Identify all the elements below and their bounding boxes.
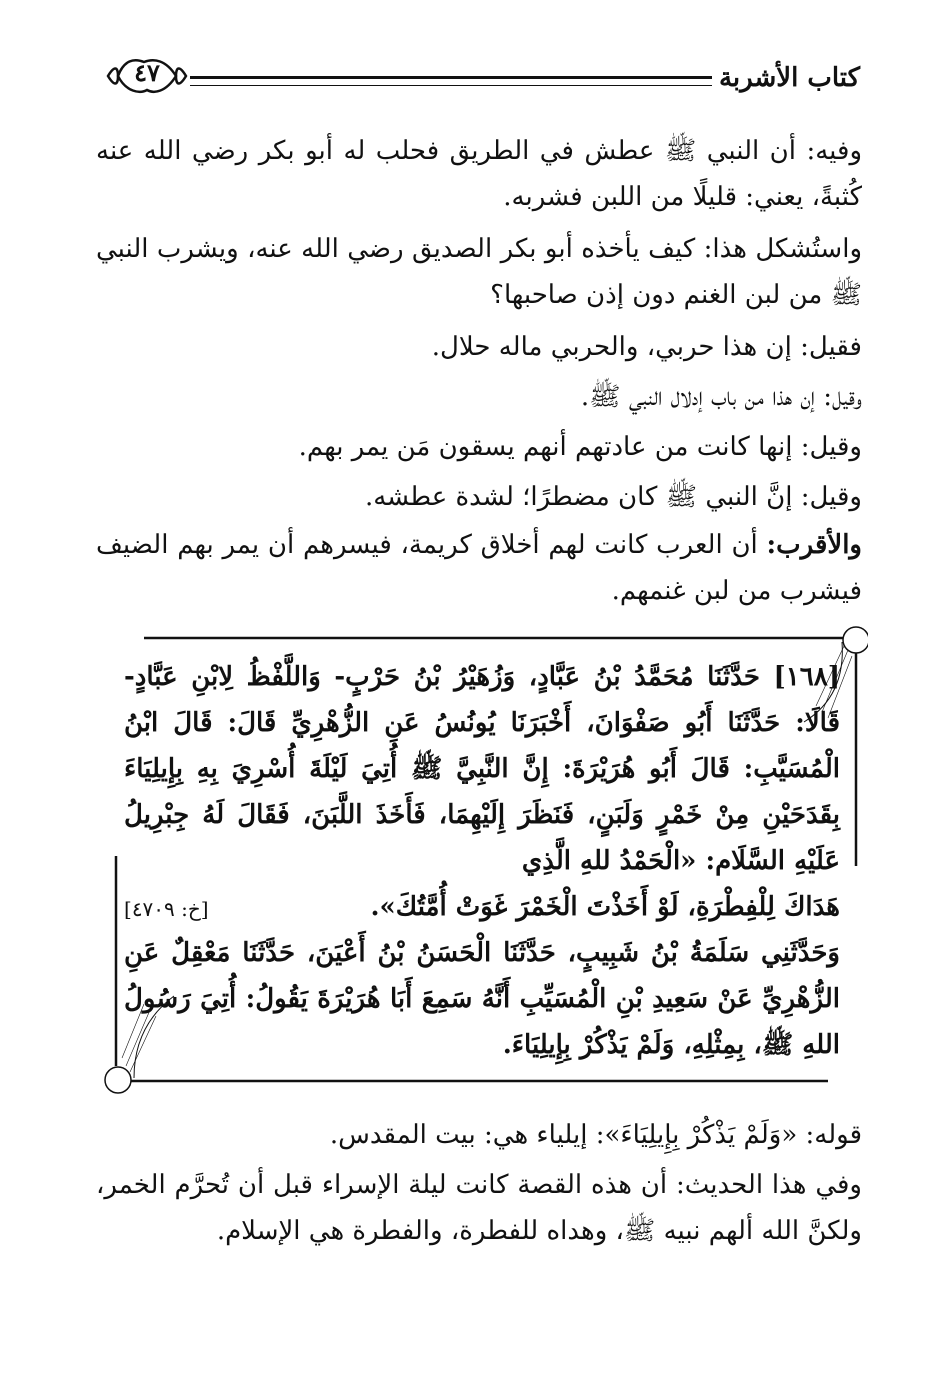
page-number: ٤٧ [134, 58, 160, 87]
hadith-second-chain: وَحَدَّثَنِي سَلَمَةُ بْنُ شَبِيبٍ، حَدَّثَنَا الْحَسَنُ بْنُ أَعْيَنَ، حَدَّثَنَا مَعْقِلٌ عَنِ الزُّهْرِيِّ عَنْ سَعِيدِ بْنِ الْمُسَيِّبِ أَنَّهُ سَمِعَ أَبَا هُرَيْرَةَ يَقُولُ: أُتِيَ رَسُولُ اللهِ ﷺ، بِمِثْلِهِ، وَلَمْ يَذْكُرْ بِإِيلِيَاءَ. [124, 938, 840, 1060]
paragraph: قوله: «وَلَمْ يَذْكُرْ بِإِيلِيَاءَ»: إيلياء هي: بيت المقدس. [329, 1120, 862, 1150]
hadith-last-line [124, 884, 840, 930]
paragraph: وقيل: إنَّ النبي ﷺ كان مضطرًا؛ لشدة عطشه. [364, 482, 862, 512]
paragraph: وفي هذا الحديث: أن هذه القصة كانت ليلة الإسراء قبل أن تُحرَّم الخمر، ولكنَّ الله ألهم نبيه ﷺ، وهداه للفطرة، والفطرة هي الإسلام. [96, 1170, 862, 1246]
hadith-main-text: [١٦٨] حَدَّثَنَا مُحَمَّدُ بْنُ عَبَّادٍ، وَزُهَيْرُ بْنُ حَرْبٍ- وَاللَّفْظُ لِابْنِ عَبَّادٍ- قَالَا: حَدَّثَنَا أَبُو صَفْوَانَ، أَخْبَرَنَا يُونُسُ عَنِ الزُّهْرِيِّ قَالَ: قَالَ ابْنُ الْمُسَيَّبِ: قَالَ أَبُو هُرَيْرَةَ: إِنَّ النَّبِيَّ ﷺ أُتِيَ لَيْلَةَ أُسْرِيَ بِهِ بِإِيلِيَاءَ بِقَدَحَيْنِ مِنْ خَمْرٍ وَلَبَنٍ، فَنَظَرَ إِلَيْهِمَا، فَأَخَذَ اللَّبَنَ، فَقَالَ لَهُ جِبْرِيلُ عَلَيْهِ السَّلَام: «الْحَمْدُ للهِ الَّذِي [124, 662, 840, 876]
hadith-block [124, 654, 840, 1068]
paragraph: فقيل: إن هذا حربي، والحربي ماله حلال. [431, 332, 862, 362]
paragraph: واستُشكل هذا: كيف يأخذه أبو بكر الصديق رضي الله عنه، ويشرب النبي ﷺ من لبن الغنم دون إذن صاحبها؟ [96, 234, 862, 310]
conclusion-paragraph [96, 522, 862, 614]
paragraph: وفيه: أن النبي ﷺ عطش في الطريق فحلب له أبو بكر رضي الله عنه كُثبةً، يعني: قليلًا من اللبن فشربه. [96, 136, 862, 212]
conclusion-label: والأقرب: [766, 530, 862, 560]
hadith-last-line-text: هَدَاكَ لِلْفِطْرَةِ، لَوْ أَخَذْتَ الْخَمْرَ غَوَتْ أُمَّتُكَ». [370, 892, 840, 922]
hadith-reference: [خ: ٤٧٠٩] [124, 897, 209, 921]
paragraph: وقيل: إنها كانت من عادتهم أنهم يسقون مَن يمر بهم. [298, 432, 862, 462]
running-header-title: كتاب الأشربة [718, 63, 860, 93]
conclusion-text: أن العرب كانت لهم أخلاق كريمة، فيسرهم أن يمر بهم الضيف فيشرب من لبن غنمهم. [96, 530, 862, 606]
header-rule [190, 76, 712, 86]
paragraph: وقيل: إن هذا من باب إدلال النبي ﷺ. [580, 382, 862, 412]
